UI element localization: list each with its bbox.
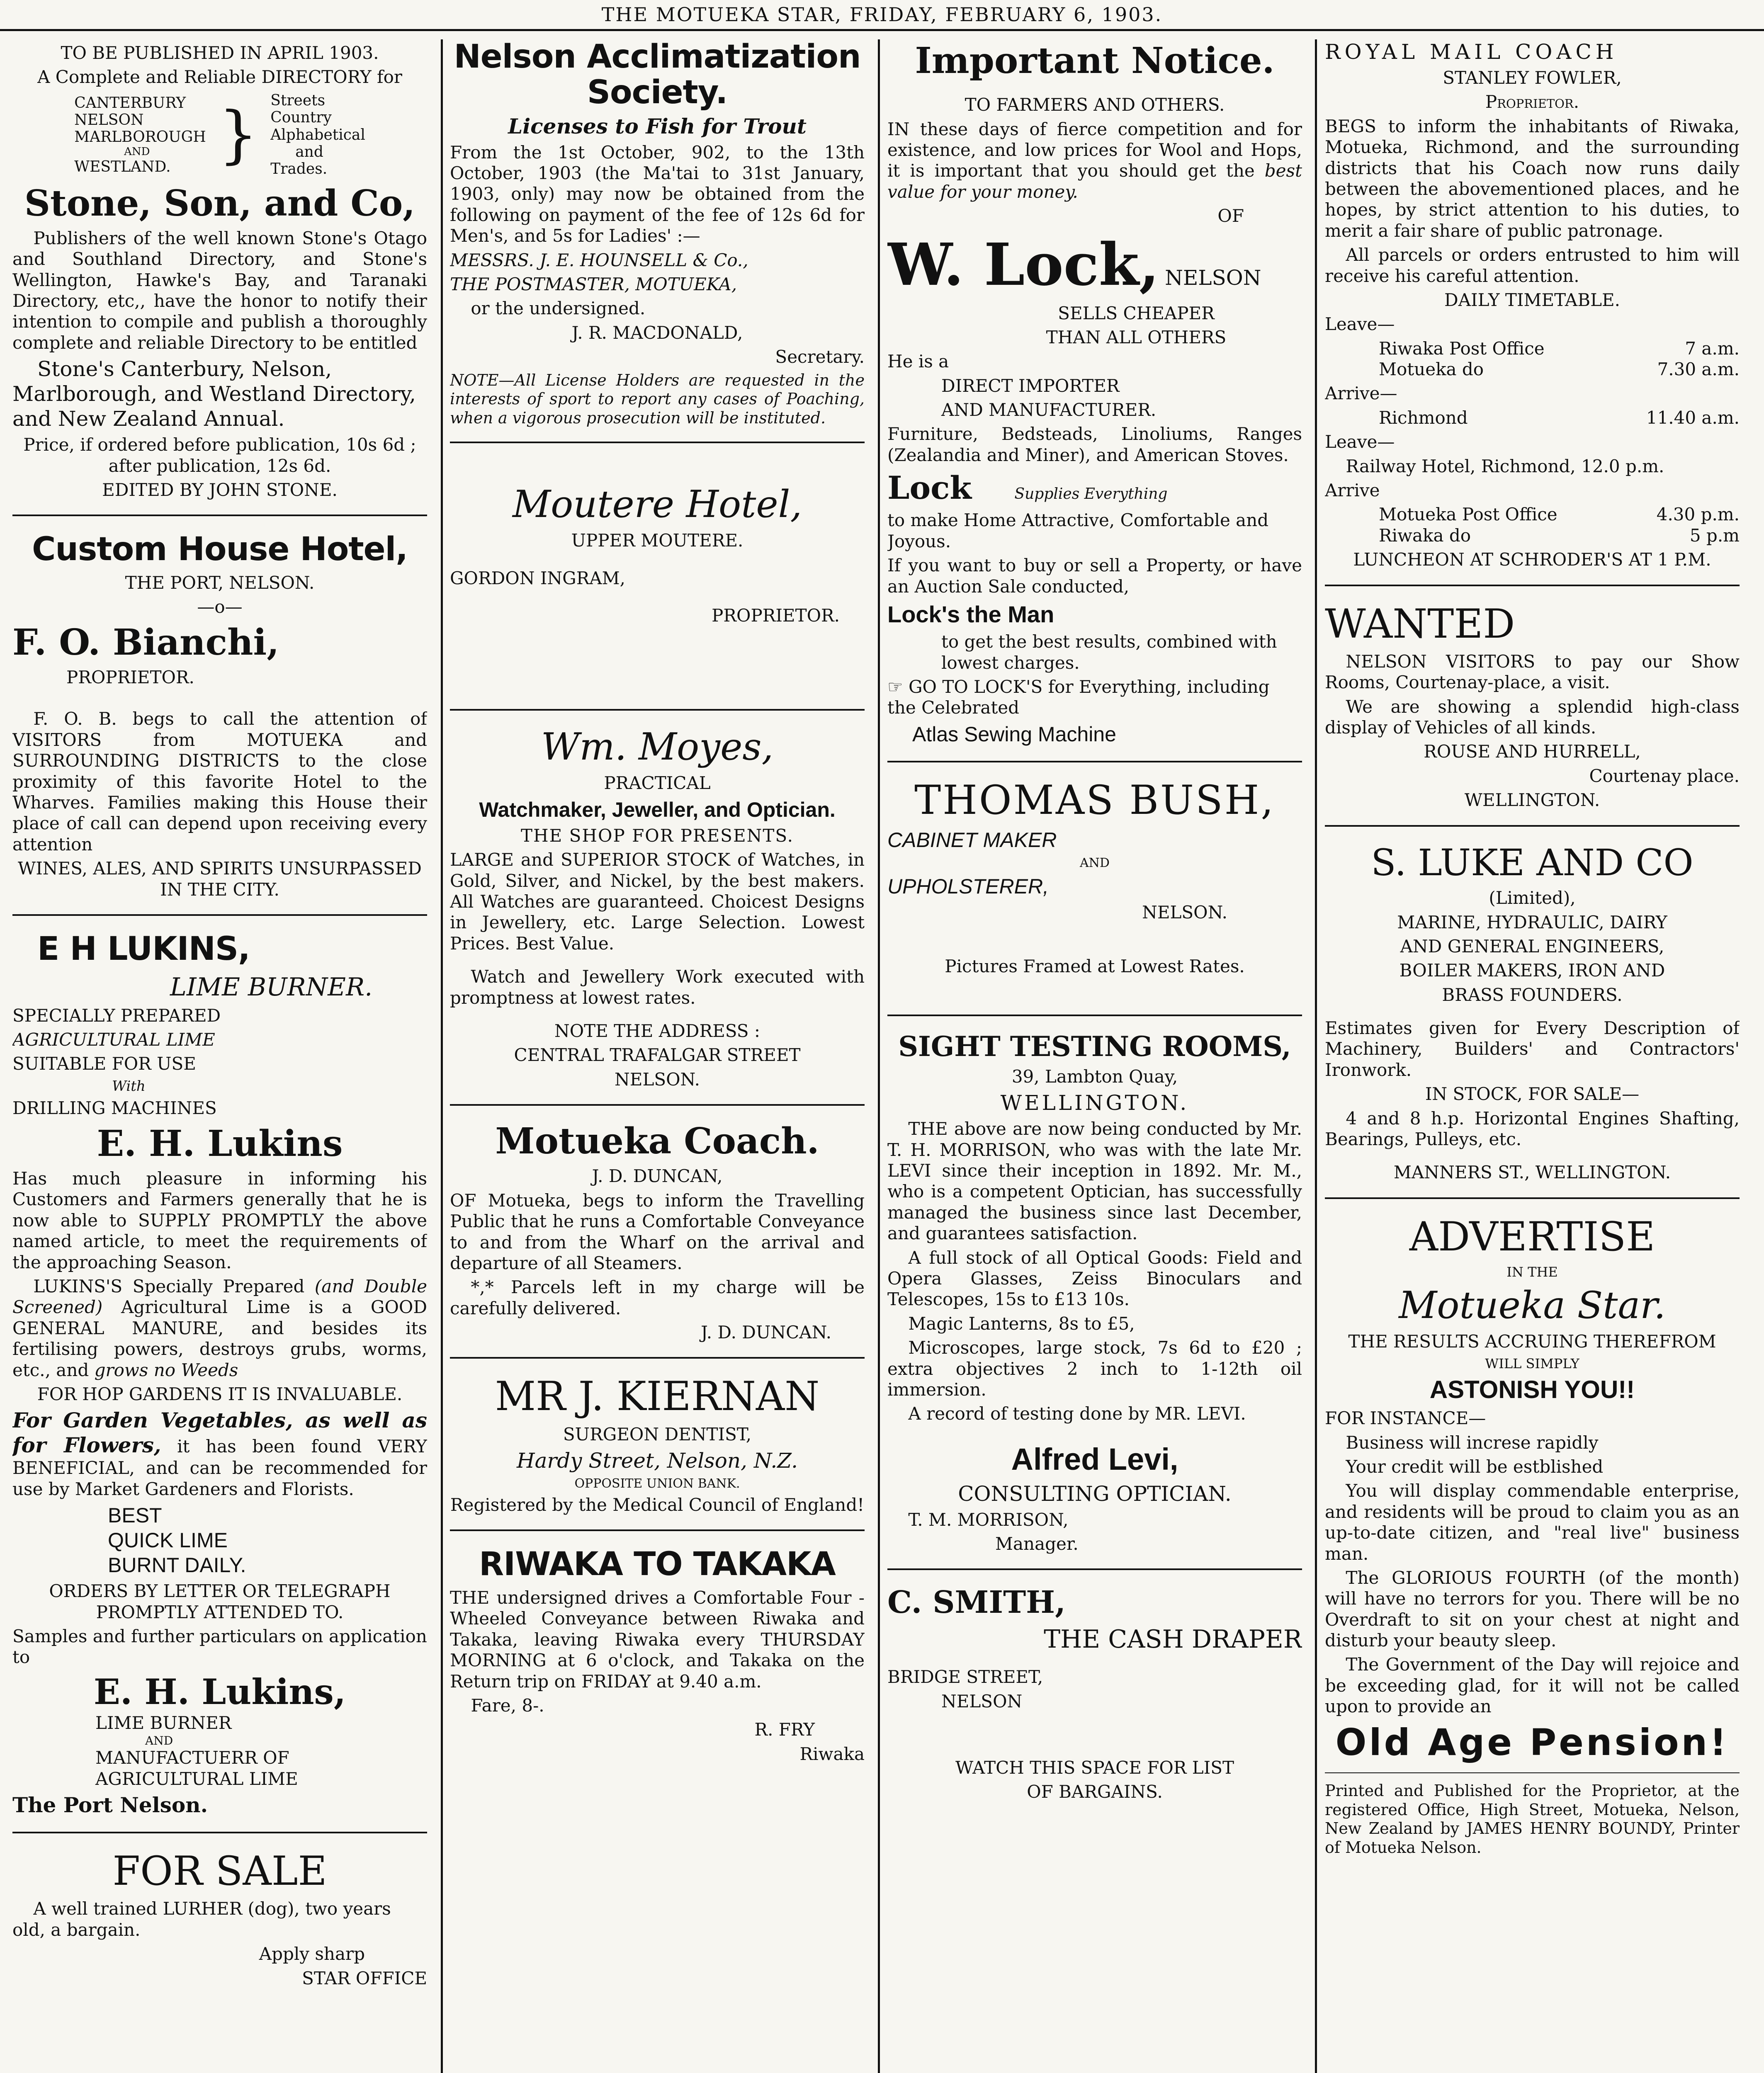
text: LUKINS'S Specially Prepared bbox=[33, 1276, 305, 1296]
imprint: Printed and Published for the Proprietor, at the registered Office, High Street, Motueka, Nelson, New Zealand by JAMES HENRY BOUNDY, Printer of Motueka Nelson. bbox=[1325, 1782, 1740, 1857]
leave: Leave— bbox=[1325, 432, 1395, 452]
instance-5: The Government of the Day will rejoice and be exceeding glad, for it will not be called upon to provide an bbox=[1325, 1654, 1740, 1717]
smith-town: NELSON bbox=[941, 1691, 1023, 1711]
bush-pic: Pictures Framed at Lowest Rates. bbox=[945, 956, 1245, 977]
moutere-title: Moutere Hotel, bbox=[512, 483, 802, 527]
timetable-row bbox=[1325, 525, 1740, 546]
divider bbox=[450, 1529, 865, 1531]
moyes-work: Watch and Jewellery Work executed with promptness at lowest rates. bbox=[450, 966, 865, 1008]
publish-date: TO BE PUBLISHED IN APRIL 1903. bbox=[61, 43, 379, 63]
divider bbox=[12, 515, 427, 516]
riwaka-place: Riwaka bbox=[799, 1743, 865, 1764]
divider bbox=[1325, 1772, 1740, 1773]
column-3 bbox=[887, 39, 1302, 2073]
sight-p5: A record of testing done by MR. LEVI. bbox=[908, 1403, 1246, 1424]
ad-lock bbox=[887, 39, 1302, 747]
lukins-p2 bbox=[12, 1276, 427, 1381]
stone-body: Publishers of the well known Stone's Otago and Southland Directory, and Stone's Wellington, Hawke's Bay, and Taranaki Directory, etc,, have the honor to notify their intention to compile and publish a thoroughly complete and reliable Directory to be entitled bbox=[12, 228, 427, 353]
smith-st: BRIDGE STREET, bbox=[887, 1667, 1043, 1687]
text: (and Double Screened) bbox=[12, 1276, 427, 1318]
riwaka-sig: R. FRY bbox=[754, 1719, 815, 1740]
luke-l1: MARINE, HYDRAULIC, DAIRY bbox=[1397, 912, 1667, 932]
divider bbox=[450, 1357, 865, 1359]
luke-l4: BRASS FOUNDERS. bbox=[1442, 984, 1623, 1005]
arrive: Arrive— bbox=[1325, 383, 1397, 404]
ad-acclimatization bbox=[450, 39, 865, 427]
leave: Leave— bbox=[1325, 314, 1395, 335]
moutere-name: GORDON INGRAM, bbox=[450, 568, 626, 588]
ad-moyes bbox=[450, 725, 865, 1090]
bush-uph: UPHOLSTERER, bbox=[887, 874, 1049, 898]
timetable-row bbox=[1325, 359, 1740, 380]
text: Richmond bbox=[1379, 407, 1468, 428]
moutere-prop: PROPRIETOR. bbox=[712, 605, 840, 626]
signature: J. R. MACDONALD, bbox=[571, 322, 743, 343]
levi-cons: CONSULTING OPTICIAN. bbox=[958, 1481, 1232, 1506]
wanted-body2: We are showing a splendid high-class display of Vehicles of all kinds. bbox=[1325, 696, 1740, 738]
ad-c-smith bbox=[887, 1584, 1302, 1802]
proprietor-label: PROPRIETOR. bbox=[66, 667, 194, 687]
ad-sight-testing bbox=[887, 1030, 1302, 1555]
luke-eng: 4 and 8 h.p. Horizontal Engines Shafting, Bearings, Pulleys, etc. bbox=[1325, 1108, 1740, 1150]
notice-sub: TO FARMERS AND OTHERS. bbox=[965, 95, 1225, 115]
locks-the-man: Lock's the Man bbox=[887, 601, 1055, 628]
supplies: Supplies Everything bbox=[1014, 485, 1168, 503]
coach-title: Motueka Coach. bbox=[495, 1120, 819, 1163]
lukins-name-2: E. H. Lukins bbox=[97, 1122, 343, 1165]
royal-daily: DAILY TIMETABLE. bbox=[1444, 289, 1620, 310]
coach-name: J. D. DUNCAN, bbox=[592, 1166, 723, 1187]
ad-thomas-bush bbox=[887, 777, 1302, 977]
lukins-line: SUITABLE FOR USE bbox=[12, 1053, 196, 1074]
sight-p2: A full stock of all Optical Goods: Field and Opera Glasses, Zeiss Binoculars and Telescopes, 15s to £13 10s. bbox=[887, 1247, 1302, 1310]
region: AND bbox=[124, 145, 150, 158]
luke-stock: IN STOCK, FOR SALE— bbox=[1425, 1084, 1640, 1104]
text: BURNT DAILY. bbox=[108, 1554, 246, 1577]
smith-sub: THE CASH DRAPER bbox=[1044, 1625, 1302, 1654]
text: For Garden Vegetables, as well as for Flowers, bbox=[12, 1408, 427, 1458]
brace-icon: } bbox=[218, 99, 258, 171]
wanted-body1: NELSON VISITORS to pay our Show Rooms, Courtenay-place, a visit. bbox=[1325, 651, 1740, 693]
lock-name: W. Lock, bbox=[887, 231, 1159, 299]
ad-custom-house-hotel bbox=[12, 530, 427, 900]
levi-mgr: T. M. MORRISON, bbox=[908, 1509, 1069, 1530]
samples: Samples and further particulars on application to bbox=[12, 1626, 427, 1668]
text: IN these days of fierce competition and for existence, and low prices for Wool and Hops, it is important that you should get the bbox=[887, 119, 1302, 181]
text: BEST bbox=[108, 1504, 162, 1527]
sight-p1: THE above are now being conducted by Mr. T. H. MORRISON, who was with the late Mr. LEVI since their inception in 1892. Mr. M., who is a competent Optician, has successfully managed the business since last December, and guarantees satisfaction. bbox=[887, 1119, 1302, 1244]
levi-mgr2: Manager. bbox=[995, 1533, 1079, 1554]
coach-parcels: *,* Parcels left in my charge will be carefully delivered. bbox=[450, 1277, 865, 1318]
divider bbox=[12, 914, 427, 916]
advertise-title: ADVERTISE bbox=[1409, 1213, 1655, 1260]
lukins-line: DRILLING MACHINES bbox=[12, 1098, 217, 1119]
sells2: THAN ALL OTHERS bbox=[1046, 327, 1227, 347]
furniture: Furniture, Bedsteads, Linoliums, Ranges (Zealandia and Miner), and American Stoves. bbox=[887, 424, 1302, 465]
part: Streets bbox=[270, 92, 326, 109]
riwaka-fare: Fare, 8-. bbox=[471, 1695, 544, 1716]
ad-s-luke bbox=[1325, 841, 1740, 1183]
text: MANUFACTUERR OF bbox=[95, 1748, 289, 1768]
lukins-line: AGRICULTURAL LIME bbox=[12, 1029, 215, 1050]
society-title: Nelson Acclimatization Society. bbox=[454, 39, 861, 111]
accl-body: From the 1st October, 902, to the 13th October, 1903 (the Ma'tai to 31st January, 1903, only) may now be obtained from the following on payment of the fee of 12s 6d for Men's, and 5s for Ladies' :— bbox=[450, 142, 865, 246]
editor: EDITED BY JOHN STONE. bbox=[102, 480, 338, 500]
orders: ORDERS BY LETTER OR TELEGRAPH PROMPTLY ATTENDED TO. bbox=[49, 1581, 391, 1622]
best-lines bbox=[12, 1503, 427, 1578]
kiernan-reg: Registered by the Medical Council of England! bbox=[450, 1495, 865, 1515]
regions-list bbox=[74, 95, 206, 175]
coach-body: OF Motueka, begs to inform the Travelling Public that he runs a Comfortable Conveyance to and from the Wharf on the arrival and departure of all Steamers. bbox=[450, 1190, 865, 1273]
kiernan-addr: Hardy Street, Nelson, N.Z. bbox=[516, 1449, 798, 1473]
moyes-note: NOTE THE ADDRESS : bbox=[554, 1020, 761, 1041]
divider bbox=[1325, 585, 1740, 586]
riwaka-title: RIWAKA TO TAKAKA bbox=[479, 1546, 836, 1583]
sight-p4: Microscopes, large stock, 7s 6d to £20 ; extra objectives 2 inch to 1-12th oil immersion. bbox=[887, 1337, 1302, 1400]
office: STAR OFFICE bbox=[302, 1968, 427, 1988]
text: 7.30 a.m. bbox=[1657, 359, 1740, 380]
luncheon: LUNCHEON AT SCHRODER'S AT 1 P.M. bbox=[1353, 549, 1711, 570]
ad-wanted bbox=[1325, 600, 1740, 811]
kiernan-opp: OPPOSITE UNION BANK. bbox=[574, 1476, 740, 1491]
part: Country bbox=[270, 109, 332, 126]
timetable-row: Railway Hotel, Richmond, 12.0 p.m. bbox=[1346, 456, 1664, 476]
for-sale-title: FOR SALE bbox=[112, 1848, 327, 1895]
bush-and: AND bbox=[1080, 855, 1110, 870]
instance-1: Business will increse rapidly bbox=[1346, 1432, 1599, 1453]
for-sale-body: A well trained LURHER (dog), two years old, a bargain. bbox=[12, 1898, 391, 1940]
lukins-line: SPECIALLY PREPARED bbox=[12, 1005, 221, 1026]
note: NOTE—All License Holders are requested in the interests of sport to report any cases of Poaching, when a vigorous prosecution will be instituted. bbox=[450, 371, 865, 427]
instance-3: You will display commendable enterprise, and residents will be proud to claim you as an up-to-date citizen, and "real live" business man. bbox=[1325, 1481, 1740, 1564]
proprietor-name: F. O. Bianchi, bbox=[12, 621, 279, 663]
divider bbox=[12, 1832, 427, 1833]
he-is: He is a bbox=[887, 351, 949, 372]
ad-kiernan bbox=[450, 1373, 865, 1515]
smith-watch2: OF BARGAINS. bbox=[1027, 1782, 1163, 1802]
accl-m1: MESSRS. J. E. HOUNSELL & Co., bbox=[450, 250, 748, 270]
royal-parcels: All parcels or orders entrusted to him will receive his careful attention. bbox=[1325, 245, 1740, 286]
notice-title: Important Notice. bbox=[915, 40, 1275, 82]
hotel-body: F. O. B. begs to call the attention of VISITORS from MOTUEKA and SURROUNDING DISTRICTS to the close proximity of this favorite Hotel to the Wharves. Families making this House their place of call can depend upon receiving every attention bbox=[12, 709, 427, 854]
luke-l3: BOILER MAKERS, IRON AND bbox=[1399, 960, 1665, 981]
directory-line: A Complete and Reliable DIRECTORY for bbox=[37, 67, 402, 87]
royal-prop: Proprietor. bbox=[1485, 92, 1579, 112]
text: AND bbox=[145, 1733, 173, 1748]
lukins-footer bbox=[12, 1713, 427, 1789]
lukins-p4 bbox=[12, 1408, 427, 1500]
levi-name: Alfred Levi, bbox=[1011, 1442, 1178, 1476]
home: to make Home Attractive, Comfortable and Joyous. bbox=[887, 510, 1269, 551]
parts-list bbox=[270, 92, 365, 178]
luke-ltd: (Limited), bbox=[1489, 888, 1576, 908]
coach-sig: J. D. DUNCAN. bbox=[701, 1322, 831, 1343]
best-results: to get the best results, combined with lowest charges. bbox=[941, 631, 1277, 673]
moyes-shop: THE SHOP FOR PRESENTS. bbox=[520, 825, 794, 846]
royal-name: STANLEY FOWLER, bbox=[1443, 68, 1622, 88]
column-rule bbox=[878, 39, 880, 2073]
lukins-p1: Has much pleasure in informing his Customers and Farmers generally that he is now able to SUPPLY PROMPTLY the above named article, to meet the requirements of the approaching Season. bbox=[12, 1168, 427, 1272]
ad-riwaka-takaka bbox=[450, 1545, 865, 1765]
instance-4: The GLORIOUS FOURTH (of the month) will have no terrors for you. There will be no Overdraft to sit on your chest at night and disturb your beauty sleep. bbox=[1325, 1567, 1740, 1651]
divider bbox=[887, 1015, 1302, 1016]
region: MARLBOROUGH bbox=[74, 129, 206, 146]
kiernan-title: MR J. KIERNAN bbox=[495, 1373, 820, 1420]
text: Motueka Post Office bbox=[1379, 504, 1557, 525]
will-simply: WILL SIMPLY bbox=[1485, 1355, 1579, 1371]
lukins-address: The Port Nelson. bbox=[12, 1793, 208, 1818]
lock-word: Lock bbox=[887, 469, 972, 507]
moyes-addr2: NELSON. bbox=[615, 1069, 700, 1090]
smith-watch1: WATCH THIS SPACE FOR LIST bbox=[955, 1757, 1234, 1778]
luke-addr: MANNERS ST., WELLINGTON. bbox=[1393, 1162, 1671, 1183]
firm-name: Stone, Son, and Co, bbox=[24, 182, 415, 224]
lock-town: NELSON bbox=[1165, 265, 1261, 290]
text: LIME BURNER bbox=[95, 1713, 232, 1733]
results: THE RESULTS ACCRUING THEREFROM bbox=[1348, 1331, 1716, 1352]
text: it has been found VERY BENEFICIAL, and can be recommended for use by Market Gardeners and Florists. bbox=[12, 1436, 427, 1499]
paper-name: Motueka Star. bbox=[1399, 1284, 1666, 1328]
separator: —o— bbox=[197, 597, 243, 617]
manufacturer: AND MANUFACTURER. bbox=[941, 400, 1157, 420]
column-rule bbox=[1315, 39, 1317, 2073]
column-2 bbox=[450, 39, 865, 2073]
smith-title: C. SMITH, bbox=[887, 1585, 1066, 1621]
moyes-trade: Watchmaker, Jeweller, and Optician. bbox=[479, 798, 836, 821]
ad-motueka-coach bbox=[450, 1120, 865, 1343]
wanted-city: WELLINGTON. bbox=[1464, 790, 1600, 811]
luke-l2: AND GENERAL ENGINEERS, bbox=[1400, 936, 1664, 956]
lukins-p3: FOR HOP GARDENS IT IS INVALUABLE. bbox=[37, 1384, 403, 1404]
astonish: ASTONISH YOU!! bbox=[1429, 1376, 1635, 1404]
atlas: Atlas Sewing Machine bbox=[912, 722, 1116, 746]
sight-addr: 39, Lambton Quay, bbox=[1011, 1066, 1178, 1087]
column-1 bbox=[12, 39, 427, 2073]
region: NELSON bbox=[74, 111, 144, 129]
price: Price, if ordered before publication, 10s 6d ; after publication, 12s 6d. bbox=[23, 435, 416, 476]
ad-stone-directory bbox=[12, 43, 427, 500]
lock-heading bbox=[887, 230, 1302, 300]
directory-title: Stone's Canterbury, Nelson, Marlborough, and Westland Directory, and New Zealand Annual. bbox=[12, 357, 416, 431]
luke-est: Estimates given for Every Description of Machinery, Builders' and Contractors' Ironwork. bbox=[1325, 1018, 1740, 1080]
sight-title: SIGHT TESTING ROOMS, bbox=[898, 1030, 1291, 1063]
lukins-name-3: E. H. Lukins, bbox=[93, 1671, 346, 1712]
ad-advertise bbox=[1325, 1213, 1740, 1857]
apply: Apply sharp bbox=[259, 1944, 365, 1964]
divider bbox=[450, 442, 865, 443]
hotel-location: THE PORT, NELSON. bbox=[125, 573, 315, 593]
royal-body: BEGS to inform the inhabitants of Riwaka, Motueka, Richmond, and the surrounding districts that his Coach now runs daily between the abovementioned places, and he hopes, by strict attention to his duties, to merit a fair share of public patronage. bbox=[1325, 116, 1740, 241]
bush-cab: CABINET MAKER bbox=[887, 828, 1057, 852]
lukins-trade: LIME BURNER. bbox=[170, 972, 373, 1002]
moyes-title: Wm. Moyes, bbox=[541, 725, 774, 769]
divider bbox=[450, 709, 865, 711]
moyes-prac: PRACTICAL bbox=[604, 773, 711, 794]
secretary: Secretary. bbox=[775, 347, 865, 367]
divider bbox=[887, 1568, 1302, 1570]
hotel-title: Custom House Hotel, bbox=[32, 531, 408, 568]
moyes-addr1: CENTRAL TRAFALGAR STREET bbox=[514, 1045, 801, 1066]
region: WESTLAND. bbox=[74, 158, 171, 175]
ad-royal-mail bbox=[1325, 39, 1740, 570]
bush-title: THOMAS BUSH, bbox=[914, 777, 1275, 823]
column-4 bbox=[1325, 39, 1740, 2073]
ad-moutere-hotel bbox=[450, 457, 865, 626]
lukins-line: With bbox=[112, 1078, 146, 1095]
sight-p3: Magic Lanterns, 8s to £5, bbox=[908, 1313, 1135, 1334]
column-rule bbox=[441, 39, 443, 2073]
region: CANTERBURY bbox=[74, 94, 186, 112]
divider bbox=[887, 761, 1302, 762]
instance-2: Your credit will be estblished bbox=[1346, 1456, 1604, 1477]
wanted-title: WANTED bbox=[1325, 600, 1515, 647]
divider bbox=[450, 1104, 865, 1106]
text: AGRICULTURAL LIME bbox=[95, 1768, 298, 1789]
wanted-firm: ROUSE AND HURRELL, bbox=[1424, 741, 1641, 762]
luke-title: S. LUKE AND CO bbox=[1371, 841, 1694, 884]
moutere-sub: UPPER MOUTERE. bbox=[571, 530, 744, 551]
notice-of: OF bbox=[1217, 206, 1244, 226]
timetable-row bbox=[1325, 504, 1740, 525]
moyes-body: LARGE and SUPERIOR STOCK of Watches, in Gold, Silver, and Nickel, by the best makers. All Watches are guaranteed. Choicest Designs in Jewellery, etc. Large Selection. Lowest Prices. Best Value. bbox=[450, 850, 865, 954]
text: best value for your money. bbox=[887, 160, 1302, 202]
in-the: IN THE bbox=[1506, 1264, 1558, 1280]
divider bbox=[1325, 1197, 1740, 1199]
kiernan-sub: SURGEON DENTIST, bbox=[563, 1424, 752, 1444]
timetable-row bbox=[1325, 408, 1740, 428]
arrive: Arrive bbox=[1325, 480, 1380, 501]
goto: ☞ GO TO LOCK'S for Everything, including the Celebrated bbox=[887, 676, 1270, 718]
wines: WINES, ALES, AND SPIRITS UNSURPASSED IN THE CITY. bbox=[18, 858, 422, 900]
property: If you want to buy or sell a Property, or have an Auction Sale conducted, bbox=[887, 555, 1302, 597]
part: Alphabetical bbox=[270, 126, 365, 143]
royal-title: ROYAL MAIL COACH bbox=[1325, 40, 1618, 64]
timetable-row bbox=[1325, 338, 1740, 359]
regions-box bbox=[12, 92, 427, 178]
lock-supplies bbox=[887, 469, 1302, 507]
old-age-pension: Old Age Pension! bbox=[1335, 1721, 1729, 1764]
divider bbox=[1325, 825, 1740, 827]
ad-lukins bbox=[12, 930, 427, 1818]
text: 7 a.m. bbox=[1685, 338, 1740, 359]
bush-town: NELSON. bbox=[1142, 902, 1227, 922]
text: 11.40 a.m. bbox=[1646, 407, 1740, 428]
notice-body bbox=[887, 119, 1302, 203]
wanted-place: Courtenay place. bbox=[1589, 765, 1740, 786]
licenses: Licenses to Fish for Trout bbox=[508, 114, 807, 138]
text: 5 p.m bbox=[1689, 525, 1740, 546]
text: Motueka do bbox=[1379, 359, 1484, 380]
for-instance: FOR INSTANCE— bbox=[1325, 1408, 1486, 1429]
text: grows no Weeds bbox=[94, 1359, 238, 1380]
riwaka-body: THE undersigned drives a Comfortable Four - Wheeled Conveyance between Riwaka and Takaka, leaving Riwaka every THURSDAY MORNING at 6 o'clock, and Takaka on the Return trip on FRIDAY at 9.40 a.m. bbox=[450, 1588, 865, 1692]
text: Agricultural Lime is a GOOD GENERAL MANURE, and besides its fertilising powers, destroys grubs, worms, etc., and bbox=[12, 1297, 427, 1380]
sight-city: WELLINGTON. bbox=[1000, 1091, 1189, 1115]
lukins-name: E H LUKINS, bbox=[37, 930, 250, 968]
part: and bbox=[295, 143, 323, 160]
text: Riwaka Post Office bbox=[1379, 338, 1545, 359]
text: Riwaka do bbox=[1379, 525, 1471, 546]
importer: DIRECT IMPORTER bbox=[941, 375, 1120, 396]
ad-for-sale bbox=[12, 1847, 427, 1989]
masthead: THE MOTUEKA STAR, FRIDAY, FEBRUARY 6, 1903. bbox=[0, 0, 1764, 31]
accl-m2: THE POSTMASTER, MOTUEKA, bbox=[450, 274, 737, 294]
part: Trades. bbox=[270, 160, 328, 178]
accl-m3: or the undersigned. bbox=[471, 298, 646, 319]
sells1: SELLS CHEAPER bbox=[1058, 303, 1215, 323]
text: 4.30 p.m. bbox=[1656, 504, 1740, 525]
text: QUICK LIME bbox=[108, 1529, 228, 1552]
